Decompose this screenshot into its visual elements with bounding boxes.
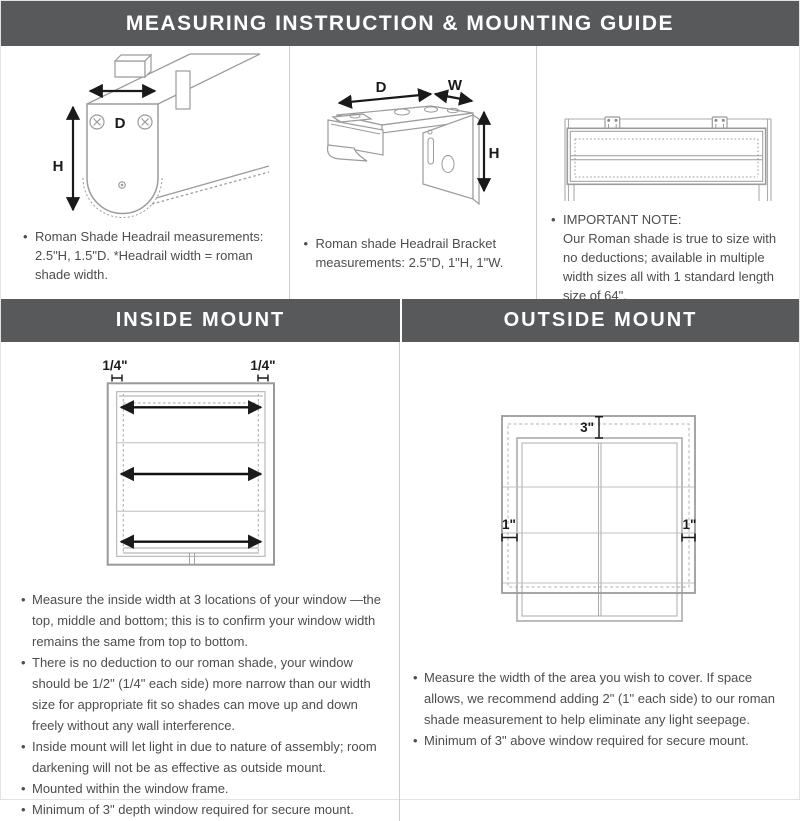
headrail-column [1,46,290,299]
depth-label: D [376,79,387,96]
important-note [537,211,799,316]
side-left-label: 1" [502,517,516,532]
height-label: H [489,145,500,162]
bracket-body [328,106,480,204]
side-left-measure-mark [502,534,517,542]
gap-right-label: 1/4" [250,358,276,373]
gap-left-measure-mark [112,375,122,382]
mount-details-section [1,342,799,821]
headrail-note-text: Roman Shade Headrail measurements: 2.5"H, 1.5"D. *Headrail width = roman shade width. [35,229,264,283]
gap-left-label: 1/4" [102,358,128,373]
bracket-note-text: Roman shade Headrail Bracket measurements: 2.5"D, 1"H, 1"W. [315,236,504,271]
frontview-column [537,46,799,303]
note-item: • Minimum of 3" above window required for secure mount. [413,730,787,751]
outside-mount-diagram [495,411,715,626]
bracket-diagram [295,58,530,223]
side-right-label: 1" [682,517,697,532]
page-title: MEASURING INSTRUCTION & MOUNTING GUIDE [1,1,799,46]
top-gap-label: 3" [580,420,594,435]
note-item: • There is no deduction to our roman shade, your window should be 1/2" (1/4" each side) more narrow than our width size for appropriate fit so shades can move up and down freely without any wall interference. [21,652,391,736]
note-item: • Minimum of 3" depth window required for secure mount. [21,799,391,820]
important-note-title: IMPORTANT NOTE: [563,212,682,227]
inside-mount-panel [1,342,400,821]
note-item: • Inside mount will let light in due to nature of assembly; room darkening will not be as effective as outside mount. [21,736,391,778]
outside-mount-notes [400,626,799,751]
note-item: • Measure the width of the area you wish to cover. If space allows, we recommend adding 2" (1" each side) to our roman shade measurement to help eliminate any light seepage. [413,667,787,730]
outside-mount-header: OUTSIDE MOUNT [402,299,799,342]
headrail-note [1,228,289,299]
inside-mount-header: INSIDE MOUNT [1,299,400,342]
width-label: W [448,77,463,94]
width-arrow [435,94,472,101]
headrail-frontview-diagram [549,89,799,211]
gap-right-measure-mark [258,375,268,382]
top-gap-measure-mark [595,417,603,438]
note-item: • Measure the inside width at 3 locations of your window —the top, middle and bottom; this is to confirm your window width remains the same from top to bottom. [21,589,391,652]
headrail-front [567,128,765,184]
inside-mount-diagram [73,352,343,587]
depth-label: D [114,115,126,132]
bracket-note [290,235,536,299]
headrail-diagram [45,49,285,226]
headrail-info-section [1,46,799,303]
note-item: • Mounted within the window frame. [21,778,391,799]
headrail-bracket-on-top [115,55,190,109]
inside-mount-notes [1,587,399,821]
important-note-body: Our Roman shade is true to size with no deductions; available in multiple width sizes all with 1 standard length size of 64". [563,230,777,303]
outside-mount-panel [400,342,799,821]
bracket-column [290,46,537,299]
height-label: H [52,158,64,175]
